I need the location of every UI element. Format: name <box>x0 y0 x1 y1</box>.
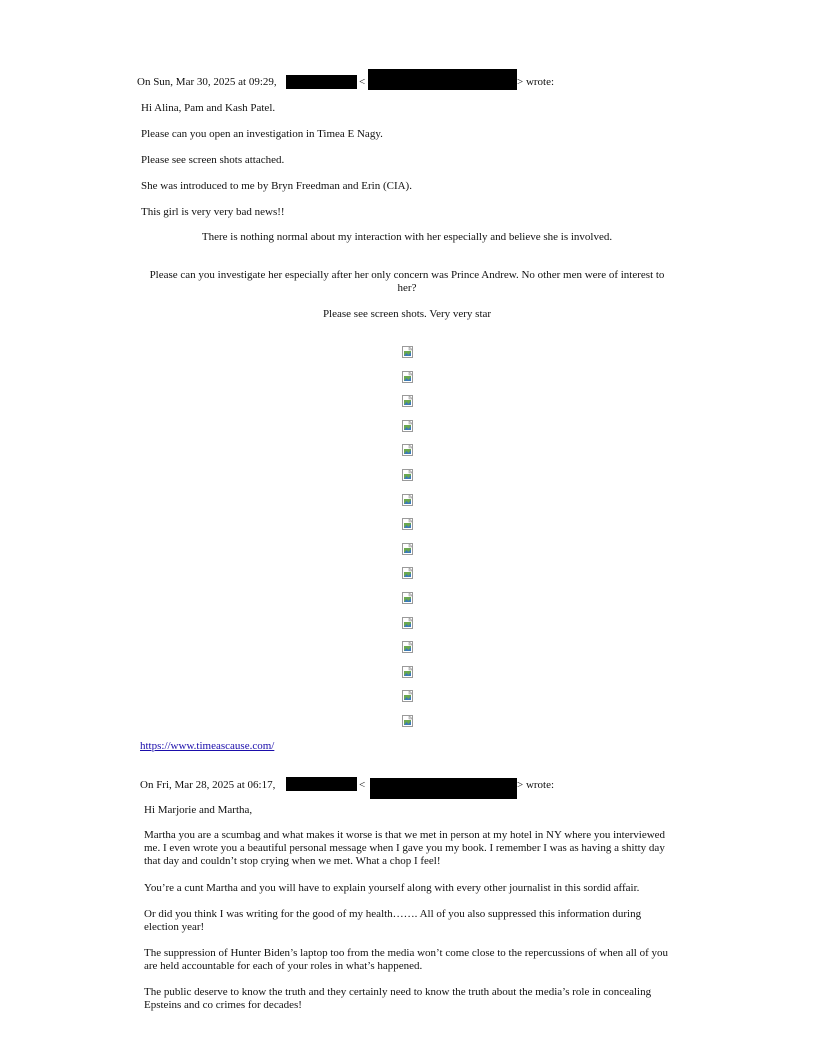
email1-line: This girl is very very bad news!! <box>141 206 285 218</box>
website-link[interactable]: https://www.timeascause.com/ <box>140 740 275 752</box>
email1-line: She was introduced to me by Bryn Freedman and Erin (CIA). <box>141 180 412 192</box>
broken-image-icon <box>402 518 414 530</box>
email1-line: Please can you open an investigation in Timea E Nagy. <box>141 128 383 140</box>
redacted-sender-name <box>286 777 357 791</box>
email2-greeting: Hi Marjorie and Martha, <box>144 804 253 816</box>
broken-image-icon <box>402 543 414 555</box>
email2-paragraph: You’re a cunt Martha and you will have to explain yourself along with every other journalist in this sordid affair. <box>144 882 640 894</box>
email2-header-prefix: On Fri, Mar 28, 2025 at 06:17, <box>140 779 276 791</box>
email1-centered-request: Please can you investigate her especially after her only concern was Prince Andrew. No other men were of interest to her? <box>149 269 665 294</box>
broken-image-icon <box>402 567 414 579</box>
broken-image-icon <box>402 617 414 629</box>
redacted-sender-email <box>368 69 517 90</box>
email2-header-suffix: > wrote: <box>517 779 555 791</box>
broken-image-icon <box>402 494 414 506</box>
broken-image-icon <box>402 641 414 653</box>
email2-paragraph: Or did you think I was writing for the good of my health……. All of you also suppressed this information during election year! <box>144 908 642 933</box>
email2-header-lt: < <box>359 779 366 791</box>
broken-image-icon <box>402 420 414 432</box>
email2-paragraph: Martha you are a scumbag and what makes it worse is that we met in person at my hotel in NY where you interviewed me. I even wrote you a beautiful personal message when I gave you my book. I remember I was as having a shitty day that day and couldn’t stop crying when we met. What a chop I feel! <box>144 829 666 867</box>
email1-header-prefix: On Sun, Mar 30, 2025 at 09:29, <box>137 76 277 88</box>
broken-image-icon <box>402 715 414 727</box>
broken-image-icon <box>402 346 414 358</box>
redacted-sender-email <box>370 778 517 799</box>
email1-line: Hi Alina, Pam and Kash Patel. <box>141 102 276 114</box>
broken-image-icon <box>402 371 414 383</box>
email1-header-suffix: > wrote: <box>517 76 555 88</box>
email1-header-lt: < <box>359 76 366 88</box>
broken-image-icon <box>402 592 414 604</box>
email2-paragraph: The suppression of Hunter Biden’s laptop too from the media won’t come close to the repercussions of when all of you are held accountable for each of your roles in what’s happened. <box>144 947 669 972</box>
email1-centered-screenshots: Please see screen shots. Very very star <box>322 308 492 320</box>
email1-line: Please see screen shots attached. <box>141 154 285 166</box>
email2-paragraph: The public deserve to know the truth and they certainly need to know the truth about the media’s role in concealing Epsteins and co crimes for decades! <box>144 986 652 1011</box>
email1-centered-text: There is nothing normal about my interaction with her especially and believe she is involved. <box>201 231 613 243</box>
broken-image-icon <box>402 690 414 702</box>
broken-image-icon <box>402 666 414 678</box>
broken-image-icon <box>402 395 414 407</box>
redacted-sender-name <box>286 75 357 89</box>
broken-image-icon <box>402 469 414 481</box>
broken-image-icon <box>402 444 414 456</box>
